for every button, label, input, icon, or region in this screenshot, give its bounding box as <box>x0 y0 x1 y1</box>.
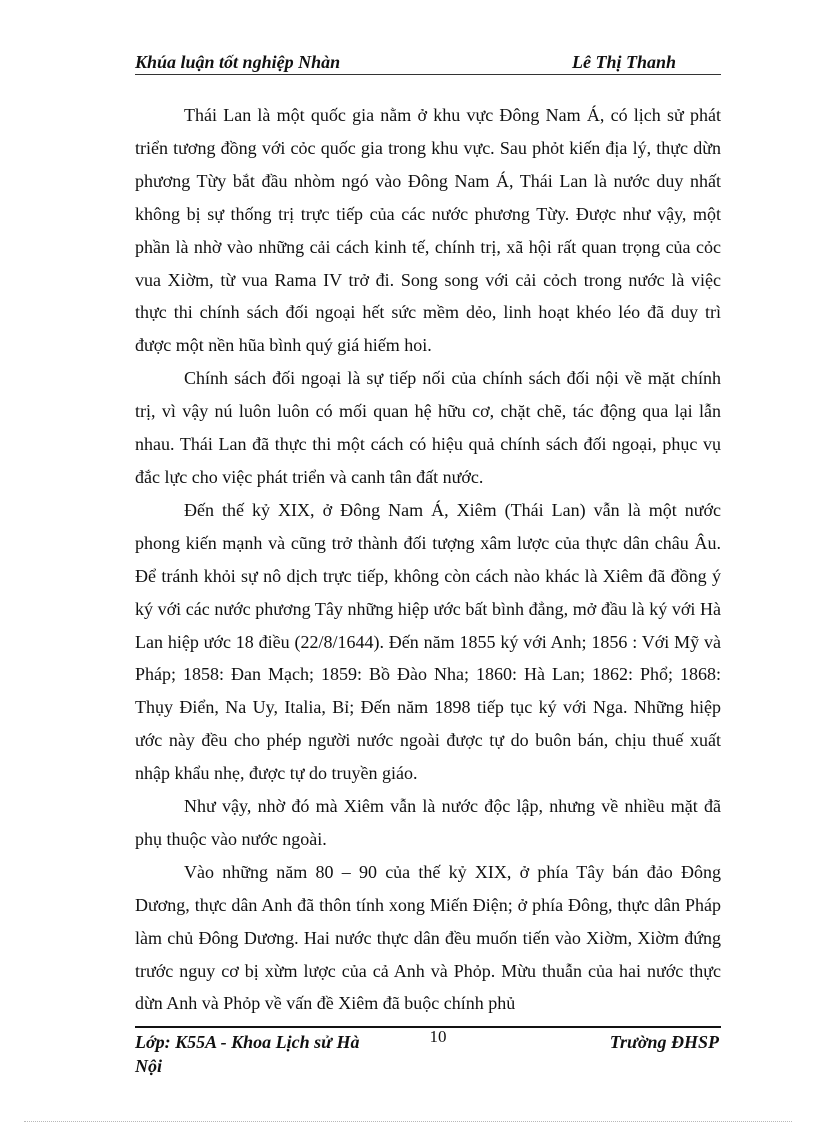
paragraph: Như vậy, nhờ đó mà Xiêm vẫn là nước độc lập, nhưng về nhiều mặt đã phụ thuộc vào nước ngoài. <box>135 796 721 849</box>
page-number: 10 <box>429 1027 447 1046</box>
paragraph: Chính sách đối ngoại là sự tiếp nối của chính sách đối nội về mặt chính trị, vì vậy nú luôn luôn có mối quan hệ hữu cơ, chặt chẽ, tác động qua lại lẫn nhau. Thái Lan đã thực thi một cách có hiệu quả chính sách đối ngoại, phục vụ đắc lực cho việc phát triển và canh tân đất nước. <box>135 368 721 487</box>
header-author-name: Lê Thị Thanh <box>572 52 677 72</box>
header-divider <box>135 74 721 75</box>
footer-university: Trường ĐHSP <box>609 1032 719 1052</box>
footer-class-info: Lớp: K55A - Khoa Lịch sử Hà Nội <box>135 1032 360 1076</box>
body-text <box>135 99 721 1020</box>
paragraph: Vào những năm 80 – 90 của thế kỷ XIX, ở phía Tây bán đảo Đông Dương, thực dân Anh đã thôn tính xong Miến Điện; ở phía Đông, thực dân Pháp làm chủ Đông Dương. Hai nước thực dân đều muốn tiến vào Xiờm, Xiờm đứng trước nguy cơ bị xừm lược của cả Anh và Phỏp. Mừu thuẫn của hai nước thực dừn Anh và Phỏp về vấn đề Xiêm đã buộc chính phủ <box>135 861 721 1014</box>
paragraph: Thái Lan là một quốc gia nằm ở khu vực Đông Nam Á, có lịch sử phát triển tương đồng với cỏc quốc gia trong khu vực. Sau phỏt kiến địa lý, thực dừn phương Từy bắt đầu nhòm ngó vào Đông Nam Á, Thái Lan là nước duy nhất không bị sự thống trị trực tiếp của các nước phương Từy. Được như vậy, một phần là nhờ vào những cải cách kinh tế, chính trị, xã hội rất quan trọng của cỏc vua Xiờm, từ vua Rama IV trở đi. Song song với cải cỏch trong nước là việc thực thi chính sách đối ngoại hết sức mềm dẻo, linh hoạt khéo léo đã duy trì được một nền hũa bình quý giá hiếm hoi. <box>135 105 721 356</box>
paragraph: Đến thế kỷ XIX, ở Đông Nam Á, Xiêm (Thái Lan) vẫn là một nước phong kiến mạnh và cũng trở thành đối tượng xâm lược của thực dân châu Âu. Để tránh khỏi sự nô dịch trực tiếp, không còn cách nào khác là Xiêm đã đồng ý ký với các nước phương Tây những hiệp ước bất bình đẳng, mở đầu là ký với Hà Lan hiệp ước 18 điều (22/8/1644). Đến năm 1855 ký với Anh; 1856 : Với Mỹ và Pháp; 1858: Đan Mạch; 1859: Bồ Đào Nha; 1860: Hà Lan; 1862: Phổ; 1868: Thụy Điển, Na Uy, Italia, Bỉ; Đến năm 1898 tiếp tục ký với Nga. Những hiệp ước này đều cho phép người nước ngoài được tự do buôn bán, chịu thuế xuất nhập khẩu nhẹ, được tự do truyền giáo. <box>135 499 721 784</box>
page-bottom-border <box>24 1121 792 1122</box>
header-left-title: Khúa luận tốt nghiệp Nhàn <box>135 52 341 72</box>
